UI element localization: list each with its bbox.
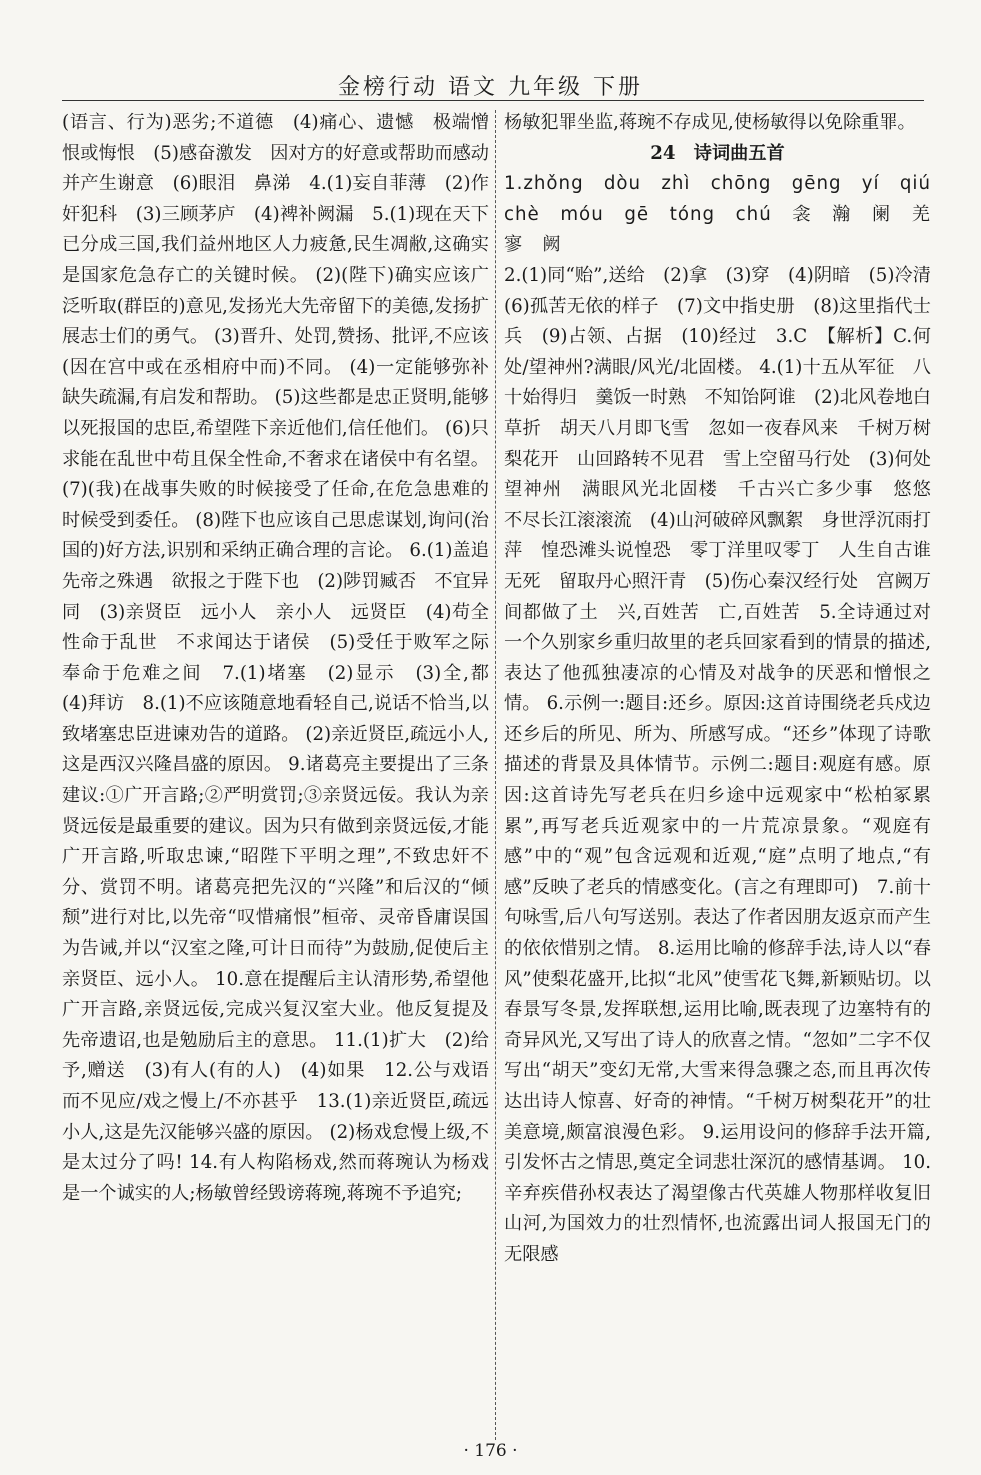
page-number: · 176 · bbox=[463, 1441, 518, 1461]
left-column-text: (语言、行为)恶劣;不道德 (4)痛心、遗憾 极端憎恨或悔恨 (5)感奋激发 因对方的好意或帮助而感动并产生谢意 (6)眼泪 鼻涕 4.(1)妄自菲薄 (2)作奸犯科 (3)三顾茅庐 (4)裨补阙漏 5.(1)现在天下已分成三国,我们益州地区人力疲惫,民生凋敝,这确实是国家危急存亡的关键时候。 (2)(陛下)确实应该广泛听取(群臣的)意见,发扬光大先帝留下的美德,发扬扩展志士们的勇气。 (3)晋升、处罚,赞扬、批评,不应该(因在宫中或在丞相府中而)不同。 (4)一定能够弥补缺失疏漏,有启发和帮助。 (5)这些都是忠正贤明,能够以死报国的忠臣,希望陛下亲近他们,信任他们。 (6)只求能在乱世中苟且保全性命,不奢求在诸侯中有名望。 (7)(我)在战事失败的时候接受了任命,在危急患难的时候受到委任。 (8)陛下也应该自己思虑谋划,询问(治国的)好方法,识别和采纳正确合理的言论。 6.(1)盖追先帝之殊遇 欲报之于陛下也 (2)陟罚臧否 不宜异同 (3)亲贤臣 远小人 亲小人 远贤臣 (4)苟全性命于乱世 不求闻达于诸侯 (5)受任于败军之际 奉命于危难之间 7.(1)堵塞 (2)显示 (3)全,都 (4)拜访 8.(1)不应该随意地看轻自己,说话不恰当,以致堵塞忠臣进谏劝告的道路。 (2)亲近贤臣,疏远小人,这是西汉兴隆昌盛的原因。 9.诸葛亮主要提出了三条建议:①广开言路;②严明赏罚;③亲贤远佞。我认为亲贤远佞是最重要的建议。因为只有做到亲贤远佞,才能广开言路,听取忠谏,“昭陛下平明之理”,不致忠奸不分、赏罚不明。诸葛亮把先汉的“兴隆”和后汉的“倾颓”进行对比,以先帝“叹惜痛恨”桓帝、灵帝昏庸误国为告诫,并以“汉室之隆,可计日而待”为鼓励,促使后主亲贤臣、远小人。 10.意在提醒后主认清形势,希望他广开言路,亲贤远佞,完成兴复汉室大业。他反复提及先帝遗诏,也是勉励后主的意思。 11.(1)扩大 (2)给予,赠送 (3)有人(有的人) (4)如果 12.公与戏语而不见应/戏之慢上/不亦甚乎 13.(1)亲近贤臣,疏远小人,这是先汉能够兴盛的原因。 (2)杨戏怠慢上级,不是太过分了吗! 14.有人构陷杨戏,然而蒋琬认为杨戏是一个诚实的人;杨敏曾经毁谤蒋琬,蒋琬不予追究; bbox=[62, 112, 508, 1204]
running-header: 金榜行动 语文 九年级 下册 bbox=[338, 75, 643, 100]
pinyin-answers: 1.zhǒng dòu zhì chōng gēng yí qiú chè móu gē tóng chú 衾 瀚 阑 羌 寥 阙 bbox=[504, 173, 951, 256]
right-intro-text: 杨敏犯罪坐监,蒋琬不存成见,使杨敏得以免除重罪。 bbox=[504, 112, 916, 133]
header-rule bbox=[62, 100, 924, 101]
section-title: 24 诗词曲五首 bbox=[650, 142, 785, 164]
left-column bbox=[62, 108, 508, 1443]
right-column bbox=[504, 108, 951, 1443]
column-divider bbox=[495, 110, 496, 1440]
right-column-text: 2.(1)同“贻”,送给 (2)拿 (3)穿 (4)阴暗 (5)冷清 (6)孤苦无依的样子 (7)文中指史册 (8)这里指代士兵 (9)占领、占据 (10)经过 3.C 【解析】C.何处/望神州?满眼/风光/北固楼。 4.(1)十五从军征 八十始得归 羹饭一时熟 不知饴阿谁 (2)北风卷地白草折 胡天八月即飞雪 忽如一夜春风来 千树万树梨花开 山回路转不见君 雪上空留马行处 (3)何处望神州 满眼风光北固楼 千古兴亡多少事 悠悠 不尽长江滚滚流 (4)山河破碎风飘絮 身世浮沉雨打萍 惶恐滩头说惶恐 零丁洋里叹零丁 人生自古谁无死 留取丹心照汗青 (5)伤心秦汉经行处 宫阙万间都做了土 兴,百姓苦 亡,百姓苦 5.全诗通过对一个久别家乡重归故里的老兵回家看到的情景的描述,表达了他孤独凄凉的心情及对战争的厌恶和憎恨之情。 6.示例一:题目:还乡。原因:这首诗围绕老兵戍边还乡后的所见、所为、所感写成。“还乡”体现了诗歌描述的背景及具体情节。示例二:题目:观庭有感。原因:这首诗先写老兵在归乡途中远观家中“松柏冢累累”,再写老兵近观家中的一片荒凉景象。“观庭有感”中的“观”包含远观和近观,“庭”点明了地点,“有感”反映了老兵的情感变化。(言之有理即可) 7.前十句咏雪,后八句写送别。表达了作者因朋友返京而产生的依依惜别之情。 8.运用比喻的修辞手法,诗人以“春风”使梨花盛开,比拟“北风”使雪花飞舞,新颖贴切。以春景写冬景,发挥联想,运用比喻,既表现了边塞特有的奇异风光,又写出了诗人的欣喜之情。“忽如”二字不仅写出“胡天”变幻无常,大雪来得急骤之态,而且再次传达出诗人惊喜、好奇的神情。“千树万树梨花开”的壮美意境,颇富浪漫色彩。 9.运用设问的修辞手法开篇,引发怀古之情思,奠定全词悲壮深沉的感情基调。 10.辛弃疾借孙权表达了渴望像古代英雄人物那样收复旧山河,为国效力的壮烈情怀,也流露出词人报国无门的无限感 bbox=[504, 264, 950, 1265]
